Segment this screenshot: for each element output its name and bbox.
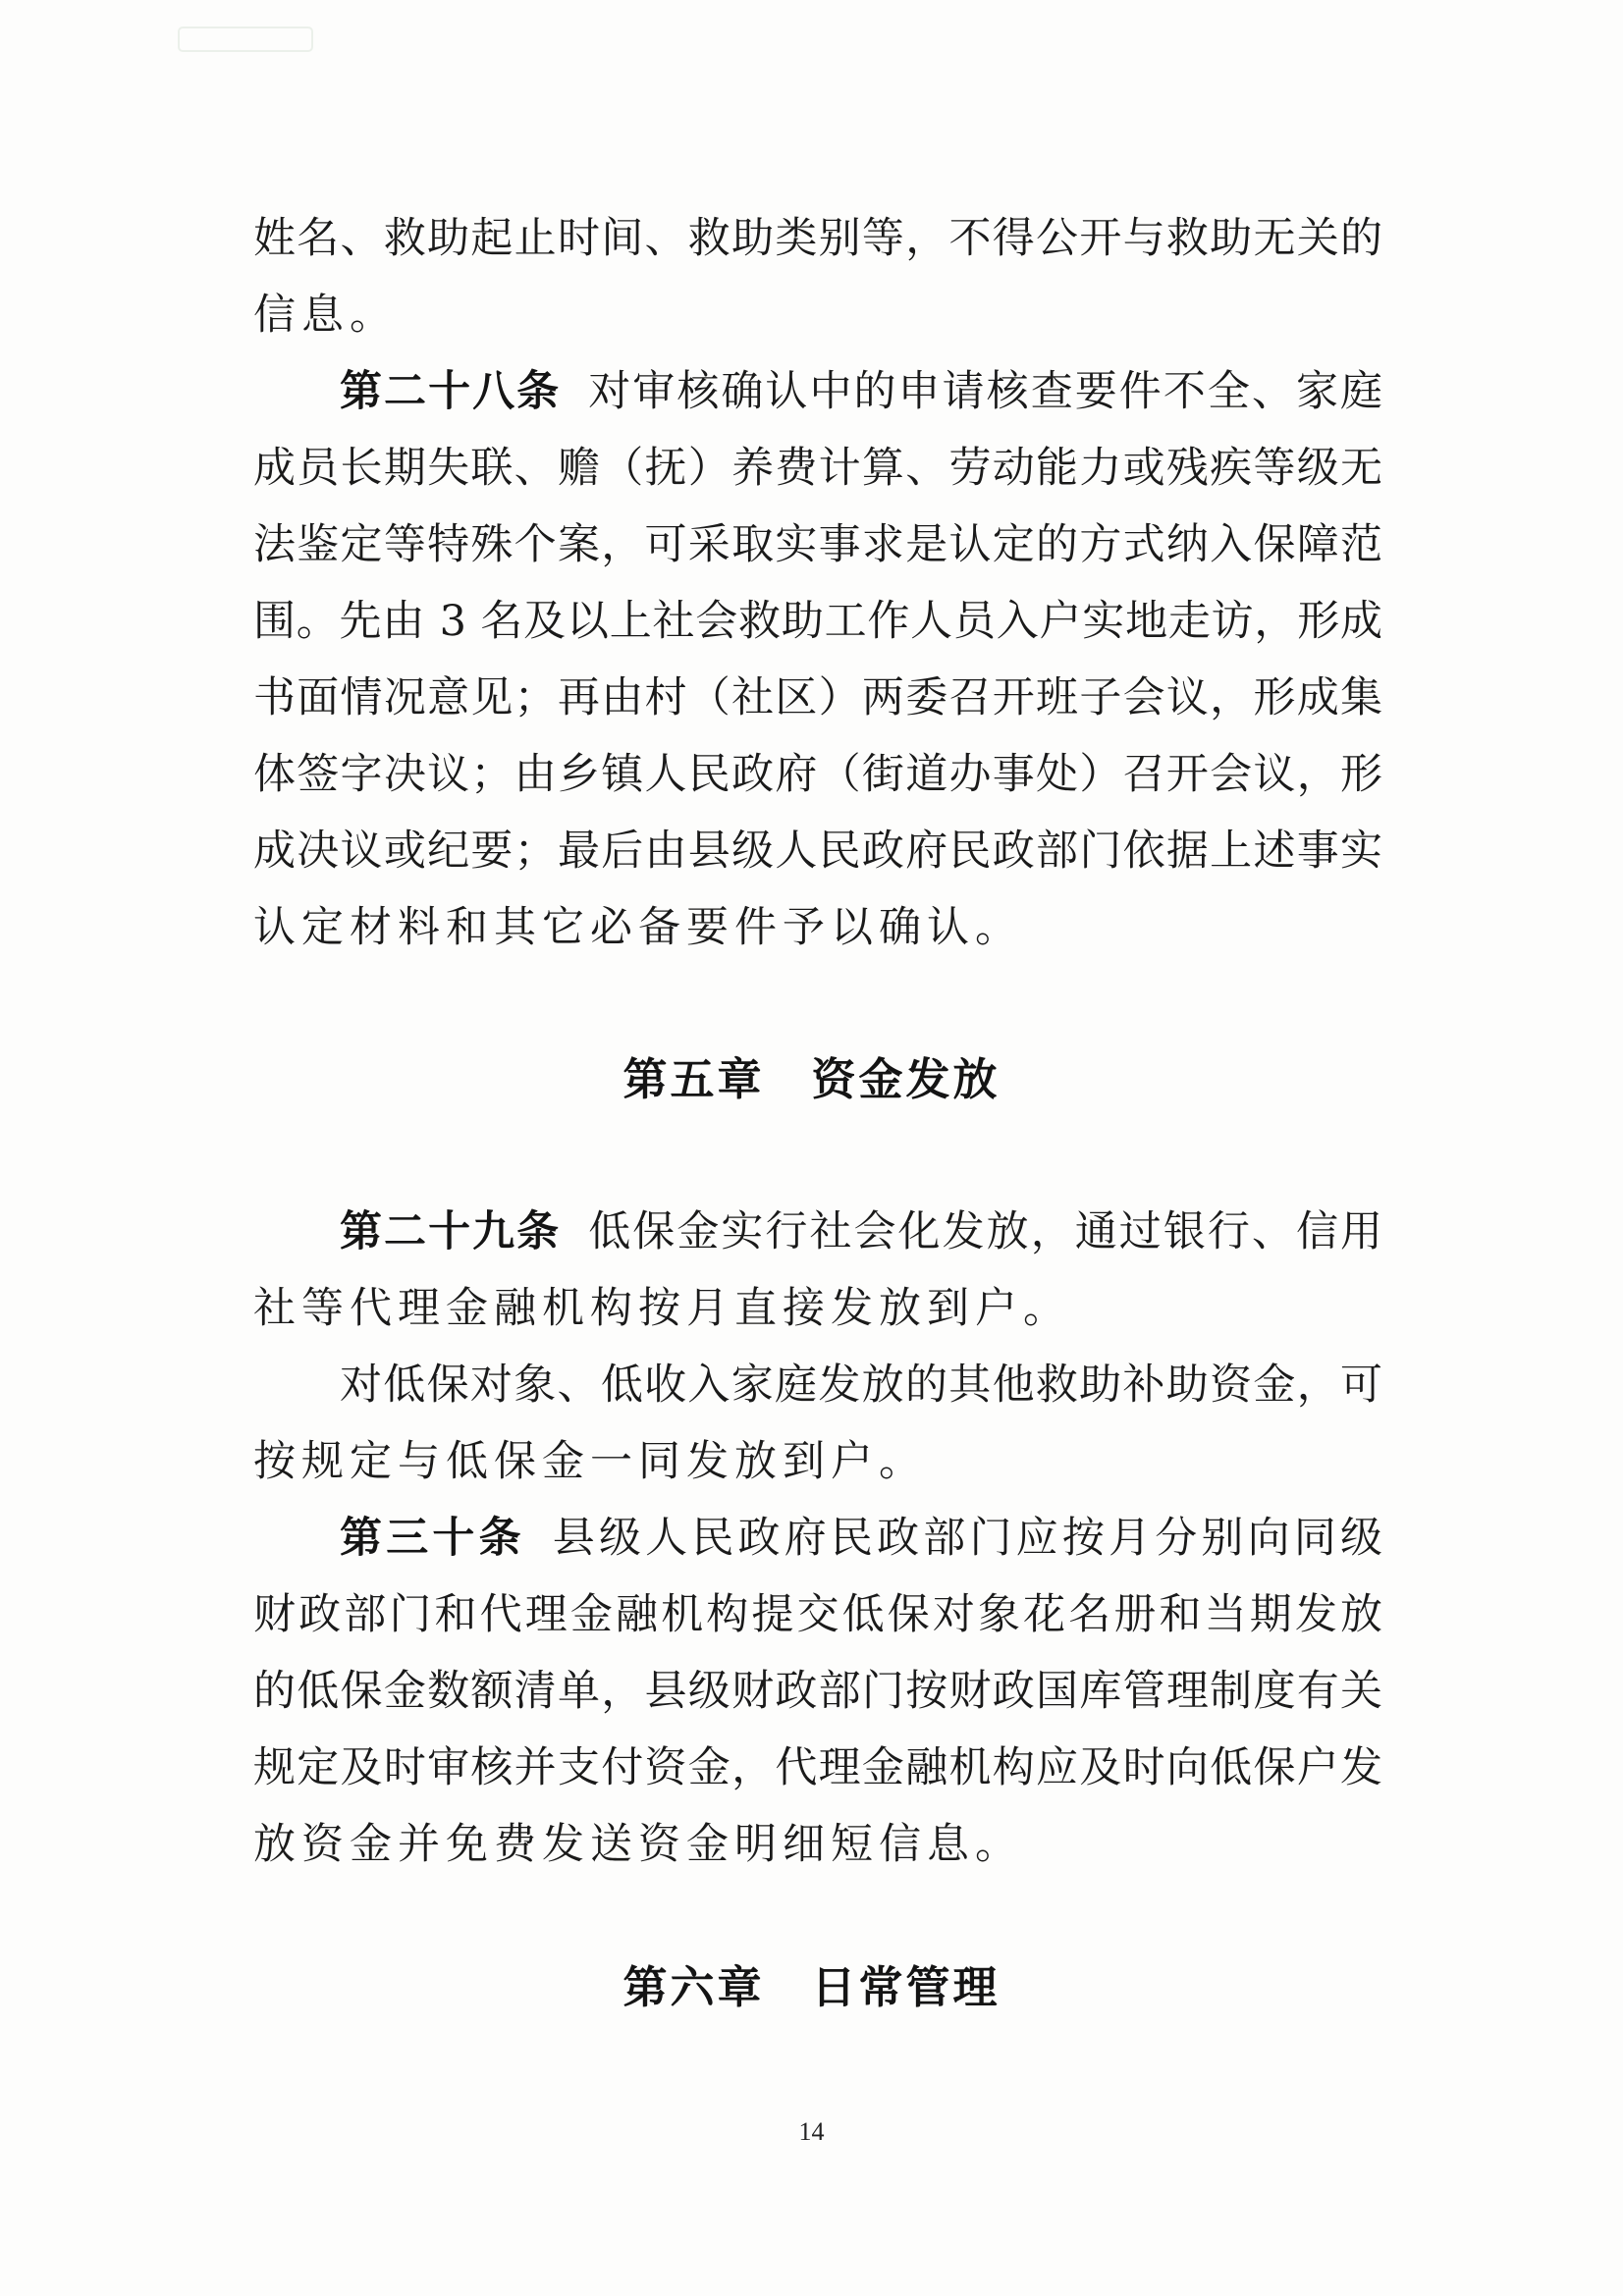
text-line: 姓名、救助起止时间、救助类别等，不得公开与救助无关的 xyxy=(253,214,1382,263)
article-first-line xyxy=(340,353,1382,430)
chapter-number: 第五章 xyxy=(622,1053,765,1105)
page-number: 14 xyxy=(798,2117,825,2146)
article-first-text: 低保金实行社会化发放，通过银行、信用 xyxy=(588,1207,1383,1256)
chapter-number: 第六章 xyxy=(622,1961,765,2013)
text-line: 成决议或纪要；最后由县级人民政府民政部门依据上述事实 xyxy=(253,827,1382,876)
text-line: 认定材料和其它必备要件予以确认。 xyxy=(253,903,1023,952)
chapter-heading xyxy=(0,1958,1623,2017)
text-line: 按规定与低保金一同发放到户。 xyxy=(253,1437,927,1486)
chapter-title: 日常管理 xyxy=(811,1961,1001,2013)
text-line: 书面情况意见；再由村（社区）两委召开班子会议，形成集 xyxy=(253,673,1382,722)
text-line: 对低保对象、低收入家庭发放的其他救助补助资金，可 xyxy=(340,1361,1382,1410)
faint-stamp-mark xyxy=(177,22,314,57)
text-line: 成员长期失联、赡（抚）养费计算、劳动能力或残疾等级无 xyxy=(253,444,1382,493)
article-heading: 第二十八条 xyxy=(340,367,562,416)
text-line: 体签字决议；由乡镇人民政府（街道办事处）召开会议，形 xyxy=(253,750,1382,799)
article-first-line xyxy=(340,1500,1382,1576)
article-first-text: 对审核确认中的申请核查要件不全、家庭 xyxy=(588,367,1383,416)
article-heading: 第二十九条 xyxy=(340,1207,562,1256)
text-line: 财政部门和代理金融机构提交低保对象花名册和当期发放 xyxy=(253,1590,1382,1639)
article-first-text: 县级人民政府民政部门应按月分别向同级 xyxy=(552,1514,1383,1563)
text-line: 社等代理金融机构按月直接发放到户。 xyxy=(253,1284,1071,1333)
chapter-title: 资金发放 xyxy=(811,1053,1001,1105)
text-line: 规定及时审核并支付资金，代理金融机构应及时向低保户发 xyxy=(253,1743,1382,1792)
text-line: 信息。 xyxy=(253,291,398,340)
article-first-line xyxy=(340,1194,1382,1270)
article-heading: 第三十条 xyxy=(340,1514,525,1563)
chapter-heading xyxy=(0,1050,1623,1109)
text-line: 围。先由 3 名及以上社会救助工作人员入户实地走访，形成 xyxy=(253,597,1382,646)
text-line: 法鉴定等特殊个案，可采取实事求是认定的方式纳入保障范 xyxy=(253,520,1382,569)
text-line: 放资金并免费发送资金明细短信息。 xyxy=(253,1820,1023,1869)
text-line: 的低保金数额清单，县级财政部门按财政国库管理制度有关 xyxy=(253,1667,1382,1716)
